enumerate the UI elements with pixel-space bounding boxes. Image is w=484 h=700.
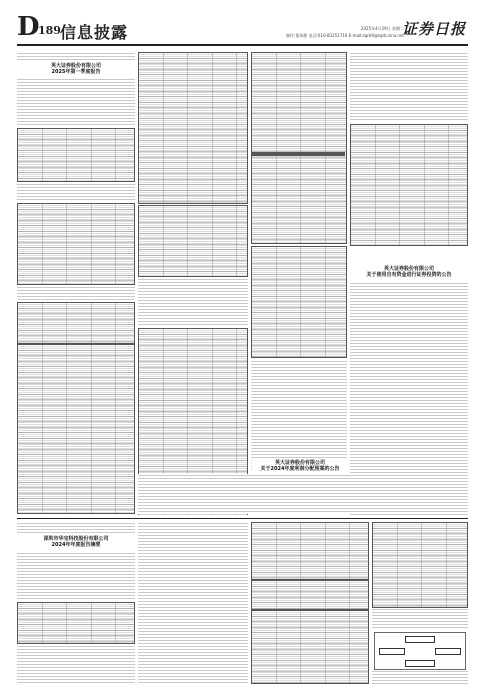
masthead-rule [17, 44, 468, 46]
data-table [350, 124, 468, 246]
text-block [372, 670, 468, 685]
data-table [251, 610, 369, 684]
page-letter: D [17, 12, 40, 42]
data-table [251, 580, 369, 610]
text-block [138, 522, 248, 685]
section-divider [17, 518, 468, 519]
data-table [251, 246, 347, 358]
table-header-bar [251, 152, 345, 156]
diagram-node [405, 660, 435, 667]
newspaper-logo: 证券日报 [401, 20, 466, 38]
column-2 [138, 52, 248, 515]
text-block [17, 52, 135, 62]
data-table [17, 302, 135, 344]
data-table [17, 344, 135, 514]
lower-column-3 [251, 522, 369, 685]
text-block [17, 522, 135, 534]
lower-column-1 [17, 522, 135, 685]
data-table [138, 52, 248, 204]
announcement-heading: 关于使用自有资金进行证券投资的公告 [366, 272, 452, 278]
page-number: 189 [38, 24, 61, 37]
lower-column-4 [372, 522, 468, 685]
lower-column-2 [138, 522, 248, 685]
announcement-company: 英大证券股份有限公司 [383, 266, 434, 272]
text-block [251, 360, 347, 470]
data-table [17, 128, 135, 182]
text-block [350, 52, 468, 122]
data-table [251, 522, 369, 580]
section-title: 信息披露 [60, 23, 129, 42]
announcement-heading: 2024年年度报告摘要 [51, 542, 101, 548]
announcement-title-4 [25, 536, 127, 548]
announcement-heading: 关于2024年度利润分配预案的公告 [260, 466, 340, 472]
announcement-company: 英大证券股份有限公司 [50, 63, 101, 69]
text-block [17, 552, 135, 600]
data-table [138, 205, 248, 277]
masthead [0, 0, 484, 44]
data-table [17, 602, 135, 644]
column-4 [350, 52, 468, 515]
announcement-heading: 2025年第一季度报告 [51, 69, 101, 75]
announcement-company: 英大证券股份有限公司 [274, 460, 325, 466]
announcement-title-3 [358, 266, 460, 278]
text-block [138, 278, 248, 326]
data-table [372, 522, 468, 608]
diagram-node [435, 648, 461, 655]
issue-date: 2025年4月29日 星期二 [360, 26, 404, 31]
data-table [17, 203, 135, 285]
announcement-company: 深圳市华宝科技股份有限公司 [43, 536, 109, 542]
text-block [372, 608, 468, 630]
column-3 [251, 52, 347, 515]
diagram-node [379, 648, 405, 655]
diagram-node [405, 636, 435, 643]
announcement-title-1 [27, 63, 125, 75]
text-block [138, 474, 468, 514]
text-block [17, 286, 135, 300]
editor-contact: 制作:董伟静 电话:010-83251716 E-mail:zqrb9@zqrb.sina.net [285, 33, 404, 38]
column-1 [17, 52, 135, 515]
text-block [17, 183, 135, 201]
ownership-diagram [374, 632, 466, 670]
text-block [17, 645, 135, 685]
announcement-title-2 [252, 460, 348, 472]
data-table [251, 52, 347, 244]
text-block [17, 78, 135, 126]
